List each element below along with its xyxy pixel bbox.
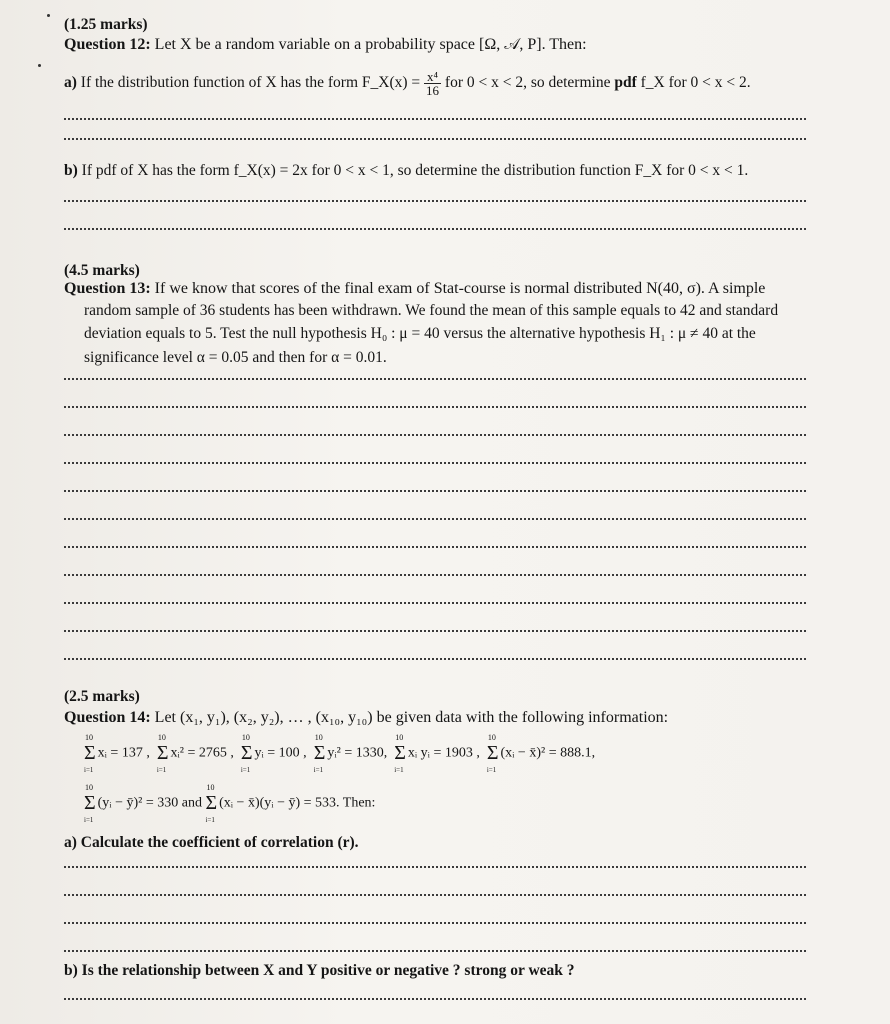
q12b-prefix: b) <box>64 162 78 179</box>
answer-line <box>64 434 806 436</box>
q14-sum4: yᵢ² = 1330, <box>327 745 388 761</box>
q13-line2: random sample of 36 students has been withdrawn. We found the mean of this sample equals to 42 and standard <box>84 302 779 319</box>
answer-line <box>64 546 806 548</box>
answer-line <box>64 630 806 632</box>
answer-line <box>64 490 806 492</box>
sigma-symbol: Σ 10 i=1 <box>84 783 96 824</box>
q13-marks: (4.5 marks) <box>64 262 140 279</box>
q14a-text <box>64 834 359 852</box>
q14-sum5: xᵢ yᵢ = 1903 , <box>407 745 480 761</box>
answer-line <box>64 658 806 660</box>
q14a-body: a) Calculate the coefficient of correlation (r). <box>64 834 359 851</box>
q12a-text2: for 0 < x < 2, so determine <box>444 74 611 92</box>
speck <box>47 14 50 17</box>
q12-text: Let X be a random variable on a probability space [Ω, 𝒜, P]. Then: <box>154 36 587 53</box>
q14-sum2: xᵢ² = 2765 , <box>170 745 234 761</box>
speck <box>38 64 41 67</box>
q12a-text1: If the distribution function of X has the form F_X(x) = <box>80 74 421 92</box>
sigma-symbol: Σ 10 i=1 <box>84 733 96 774</box>
q12b-text <box>64 162 748 180</box>
answer-line <box>64 138 806 140</box>
q13-label: Question 13: <box>64 280 151 297</box>
q12a-prefix: a) <box>64 74 77 92</box>
q14-sum1: xᵢ = 137 , <box>97 745 150 761</box>
q14-text: Let (x₁, y₁), (x₂, y₂), … , (x₁₀, y₁₀) be given data with the following information: <box>154 709 669 726</box>
q14-sum8: (xᵢ − x̄)(yᵢ − ȳ) = 533. Then: <box>219 795 376 811</box>
sigma-symbol: Σ 10 i=1 <box>156 733 169 774</box>
answer-line <box>64 118 806 120</box>
answer-line <box>64 950 806 952</box>
q14-marks: (2.5 marks) <box>64 688 140 705</box>
q14-sum3: yᵢ = 100 , <box>254 745 307 761</box>
q12-label: Question 12: <box>64 36 151 53</box>
answer-line <box>64 378 806 380</box>
sigma-symbol: Σ 10 i=1 <box>394 733 406 774</box>
q14-and: and <box>181 795 202 811</box>
sigma-symbol: Σ 10 i=1 <box>205 783 218 824</box>
q12-heading <box>64 36 587 54</box>
q14b-text <box>64 962 575 980</box>
q14-label: Question 14: <box>64 709 151 726</box>
sigma-symbol: Σ 10 i=1 <box>313 733 326 774</box>
q13-line1: If we know that scores of the final exam of Stat-course is normal distributed N(40, σ). A simple <box>154 280 766 297</box>
q14-sum7: (yᵢ − ȳ)² = 330 <box>97 795 179 811</box>
q12a-text <box>64 70 751 97</box>
q13-heading <box>64 280 765 298</box>
answer-line <box>64 894 806 896</box>
q12a-fraction <box>424 70 441 97</box>
q12a-text4: f_X for 0 < x < 2. <box>640 74 751 92</box>
answer-line <box>64 866 806 868</box>
q14-sums-row1 <box>84 733 596 774</box>
answer-line <box>64 602 806 604</box>
answer-line <box>64 228 806 230</box>
answer-line <box>64 998 806 1000</box>
q12a-frac-num: x⁴ <box>424 70 441 84</box>
q13-line3: deviation equals to 5. Test the null hypothesis H₀ : μ = 40 versus the alternative hypothesis H₁ : μ ≠ 40 at the <box>84 325 756 342</box>
q12a-text3: pdf <box>614 74 637 92</box>
answer-line <box>64 462 806 464</box>
q14-sums-row2 <box>84 783 376 824</box>
answer-line <box>64 574 806 576</box>
q12a-frac-den: 16 <box>426 83 440 98</box>
q13-line4: significance level α = 0.05 and then for α = 0.01. <box>84 349 387 366</box>
q12b-body: If pdf of X has the form f_X(x) = 2x for 0 < x < 1, so determine the distribution function F_X for 0 < x < 1. <box>81 162 749 179</box>
answer-line <box>64 922 806 924</box>
sigma-symbol: Σ 10 i=1 <box>486 733 499 774</box>
q12-marks: (1.25 marks) <box>64 16 148 33</box>
answer-line <box>64 518 806 520</box>
q14-sum6: (xᵢ − x̄)² = 888.1, <box>500 745 596 761</box>
sigma-symbol: Σ 10 i=1 <box>240 733 253 774</box>
answer-line <box>64 200 806 202</box>
q14b-body: b) Is the relationship between X and Y positive or negative ? strong or weak ? <box>64 962 575 979</box>
q14-heading <box>64 709 668 727</box>
answer-line <box>64 406 806 408</box>
